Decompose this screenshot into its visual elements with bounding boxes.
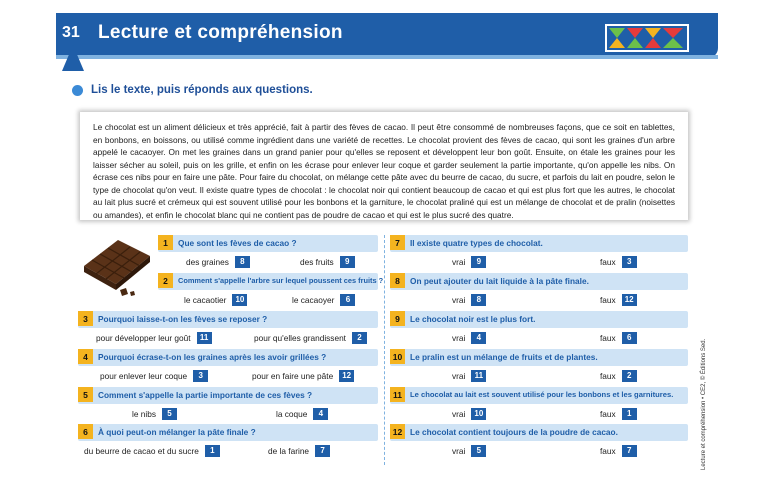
answer-row-10 — [390, 366, 688, 386]
question-12 — [390, 424, 688, 441]
answer-code: 3 — [622, 256, 637, 268]
question-7 — [390, 235, 688, 252]
answer-code: 11 — [471, 370, 486, 382]
question-number-badge: 4 — [78, 349, 93, 364]
answer-code: 7 — [315, 445, 330, 457]
answer-row-9 — [390, 328, 688, 348]
question-number-badge: 5 — [78, 387, 93, 402]
question-8 — [390, 273, 688, 290]
answer-option[interactable]: faux 2 — [600, 370, 637, 382]
reading-passage-box — [80, 112, 688, 220]
question-number-badge: 2 — [158, 273, 173, 288]
instruction-text: Lis le texte, puis réponds aux questions. — [91, 84, 313, 96]
answer-option[interactable]: pour en faire une pâte 12 — [252, 370, 354, 382]
answer-code: 4 — [471, 332, 486, 344]
question-text: Le chocolat noir est le plus fort. — [410, 314, 536, 324]
answer-code: 3 — [193, 370, 208, 382]
question-10 — [390, 349, 688, 366]
answer-row-7 — [390, 252, 688, 272]
answer-code: 4 — [313, 408, 328, 420]
question-number-badge: 12 — [390, 424, 405, 439]
answer-code: 8 — [471, 294, 486, 306]
answer-option[interactable]: des graines 8 — [186, 256, 250, 268]
question-number-badge: 9 — [390, 311, 405, 326]
answer-code: 9 — [340, 256, 355, 268]
answer-option[interactable]: du beurre de cacao et du sucre 1 — [84, 445, 220, 457]
answer-option[interactable]: vrai 10 — [452, 408, 486, 420]
answer-code: 7 — [622, 445, 637, 457]
answer-option[interactable]: faux 12 — [600, 294, 637, 306]
answer-code: 6 — [622, 332, 637, 344]
answer-code: 1 — [205, 445, 220, 457]
question-4 — [78, 349, 378, 366]
reading-passage: Le chocolat est un aliment délicieux et très apprécié, fait à partir des fèves de cacao. Il peut être consommé de nombreuses façons, que ce soit en tablettes, en bonbons, en boissons, ou utilisé comme ingrédient dans une variété de recettes. Le chocolat provient des fèves de cacao, qui sont les graines d'un arbre appelé le cacaoyer. On met les graines dans un grand panier pour qu'elles se reposent et développent leur bon goût. Ensuite, on étale les graines pour les laisser sécher au soleil, puis on les grille, et enfin on les écrase pour enlever leur coque et garder seulement la partie importante, qu'on appelle les nibs. On écrase ces nibs pour en faire une pâte. Pour faire du chocolat, on mélange cette pâte avec du beurre de cacao, du sucre, et parfois du lait en poudre, selon le type de chocolat qu'on veut. Il existe quatre types de chocolat : le chocolat noir qui contient beaucoup de cacao et qui est plus fort que les autres, le chocolat au lait plus sucré et crémeux qui est souvent utilisé pour les bonbons et la garniture, le chocolat praliné qui est un mélange de chocolat et de pralin (noisettes ou amandes), et enfin le chocolat blanc qui ne contient pas de poudre de cacao et qui est le plus sucré des quatre. — [93, 122, 675, 220]
question-5 — [78, 387, 378, 404]
question-number-badge: 11 — [390, 387, 405, 402]
answer-option[interactable]: de la farine 7 — [268, 445, 330, 457]
answer-code: 2 — [622, 370, 637, 382]
question-6 — [78, 424, 378, 441]
question-number-badge: 6 — [78, 424, 93, 439]
answer-option[interactable]: pour qu'elles grandissent 2 — [254, 332, 367, 344]
answer-code: 8 — [235, 256, 250, 268]
answer-code: 12 — [339, 370, 354, 382]
question-text: Le chocolat contient toujours de la poudre de cacao. — [410, 427, 618, 437]
answer-option[interactable]: faux 3 — [600, 256, 637, 268]
question-text: Il existe quatre types de chocolat. — [410, 238, 543, 248]
answer-option[interactable]: vrai 11 — [452, 370, 486, 382]
answer-code: 10 — [232, 294, 247, 306]
question-3 — [78, 311, 378, 328]
question-text: Comment s'appelle l'arbre sur lequel poussent ces fruits ? — [178, 276, 384, 285]
question-number-badge: 3 — [78, 311, 93, 326]
answer-code: 2 — [352, 332, 367, 344]
chocolate-bar-illustration — [78, 236, 158, 302]
answer-option[interactable]: vrai 8 — [452, 294, 486, 306]
question-text: On peut ajouter du lait liquide à la pâte finale. — [410, 276, 589, 286]
bullet-icon — [72, 85, 83, 96]
question-11 — [390, 387, 688, 404]
question-text: Le pralin est un mélange de fruits et de plantes. — [410, 352, 598, 362]
question-number-badge: 10 — [390, 349, 405, 364]
answer-option[interactable]: vrai 5 — [452, 445, 486, 457]
answer-row-4 — [78, 366, 378, 386]
answer-row-2 — [158, 290, 378, 310]
question-2 — [158, 273, 384, 290]
question-text: Que sont les fèves de cacao ? — [178, 238, 297, 248]
answer-option[interactable]: le nibs 5 — [132, 408, 177, 420]
answer-row-5 — [78, 404, 378, 424]
question-number-badge: 7 — [390, 235, 405, 250]
answer-row-11 — [390, 404, 688, 424]
pattern-logo-icon — [605, 24, 689, 52]
answer-option[interactable]: pour enlever leur coque 3 — [100, 370, 208, 382]
answer-row-1 — [158, 252, 378, 272]
answer-code: 6 — [340, 294, 355, 306]
answer-code: 11 — [197, 332, 212, 344]
answer-option[interactable]: le cacaoyer 6 — [292, 294, 355, 306]
answer-code: 5 — [471, 445, 486, 457]
page-title: Lecture et compréhension — [98, 22, 343, 43]
answer-option[interactable]: vrai 9 — [452, 256, 486, 268]
answer-option[interactable]: des fruits 9 — [300, 256, 355, 268]
side-copyright-label: Lecture et compréhension • CE2, © Éditions Sed. — [701, 338, 707, 470]
question-text: Comment s'appelle la partie importante de ces fèves ? — [98, 390, 313, 400]
answer-row-8 — [390, 290, 688, 310]
answer-option[interactable]: le cacaotier 10 — [184, 294, 247, 306]
instruction — [72, 84, 313, 96]
answer-option[interactable]: faux 6 — [600, 332, 637, 344]
header-stripe — [56, 55, 718, 59]
answer-option[interactable]: la coque 4 — [276, 408, 328, 420]
answer-row-12 — [390, 441, 688, 461]
question-text: Le chocolat au lait est souvent utilisé pour les bonbons et les garnitures. — [410, 390, 674, 399]
question-number-badge: 1 — [158, 235, 173, 250]
column-divider — [384, 235, 385, 465]
answer-code: 12 — [622, 294, 637, 306]
question-number-badge: 8 — [390, 273, 405, 288]
answer-option[interactable]: faux 7 — [600, 445, 637, 457]
bookmark-icon — [62, 45, 84, 71]
answer-code: 5 — [162, 408, 177, 420]
question-text: Pourquoi écrase-t-on les graines après les avoir grillées ? — [98, 352, 327, 362]
answer-option[interactable]: pour développer leur goût 11 — [96, 332, 212, 344]
answer-code: 9 — [471, 256, 486, 268]
question-1 — [158, 235, 378, 252]
page-number: 31 — [62, 24, 80, 41]
question-text: Pourquoi laisse-t-on les fèves se reposer ? — [98, 314, 268, 324]
answer-option[interactable]: faux 1 — [600, 408, 637, 420]
answer-code: 1 — [622, 408, 637, 420]
answer-row-6 — [78, 441, 378, 461]
answer-option[interactable]: vrai 4 — [452, 332, 486, 344]
answer-row-3 — [78, 328, 378, 348]
question-text: À quoi peut-on mélanger la pâte finale ? — [98, 427, 256, 437]
answer-code: 10 — [471, 408, 486, 420]
question-9 — [390, 311, 688, 328]
